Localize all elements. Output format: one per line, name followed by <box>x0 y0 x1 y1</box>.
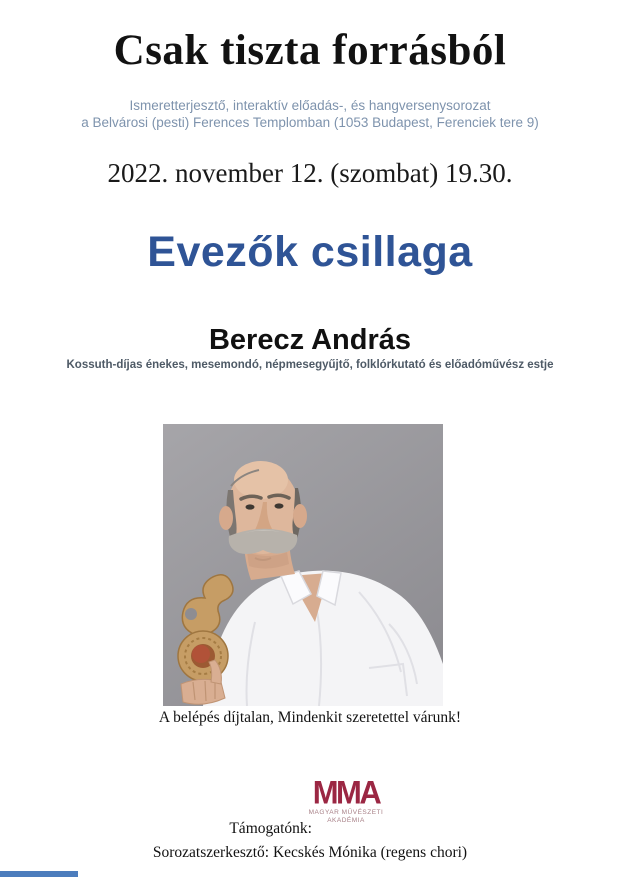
mma-org-name <box>306 809 386 825</box>
mma-logo-acronym: MMA <box>312 774 380 811</box>
mma-org-name-line-1: MAGYAR MŰVÉSZETI <box>308 809 384 816</box>
footer-accent-bar <box>0 871 78 877</box>
admission-note: A belépés díjtalan, Mindenkit szeretettel várunk! <box>158 709 462 726</box>
event-title: Evezők csillaga <box>147 228 473 276</box>
mma-org-name-line-2: AKADÉMIA <box>327 817 365 824</box>
series-editor-credit: Sorozatszerkesztő: Kecskés Mónika (regens chori) <box>152 844 468 861</box>
mma-logo <box>306 774 386 825</box>
event-datetime: 2022. november 12. (szombat) 19.30. <box>107 158 513 188</box>
event-series-subtitle <box>0 97 620 131</box>
subtitle-line-1: Ismeretterjesztő, interaktív előadás-, és hangversenysorozat <box>129 98 491 113</box>
performer-description: Kossuth-díjas énekes, mesemondó, népmesegyűjtő, folklórkutató és előadóművész estje <box>66 359 554 371</box>
subtitle-line-2: a Belvárosi (pesti) Ferences Templomban (1053 Budapest, Ferenciek tere 9) <box>81 115 539 130</box>
supporter-label: Támogatónk: <box>229 820 312 837</box>
portrait-illustration <box>163 424 443 706</box>
performer-name: Berecz András <box>208 324 411 356</box>
poster-title: Csak tiszta forrásból <box>113 27 507 74</box>
performer-photo <box>163 424 443 706</box>
